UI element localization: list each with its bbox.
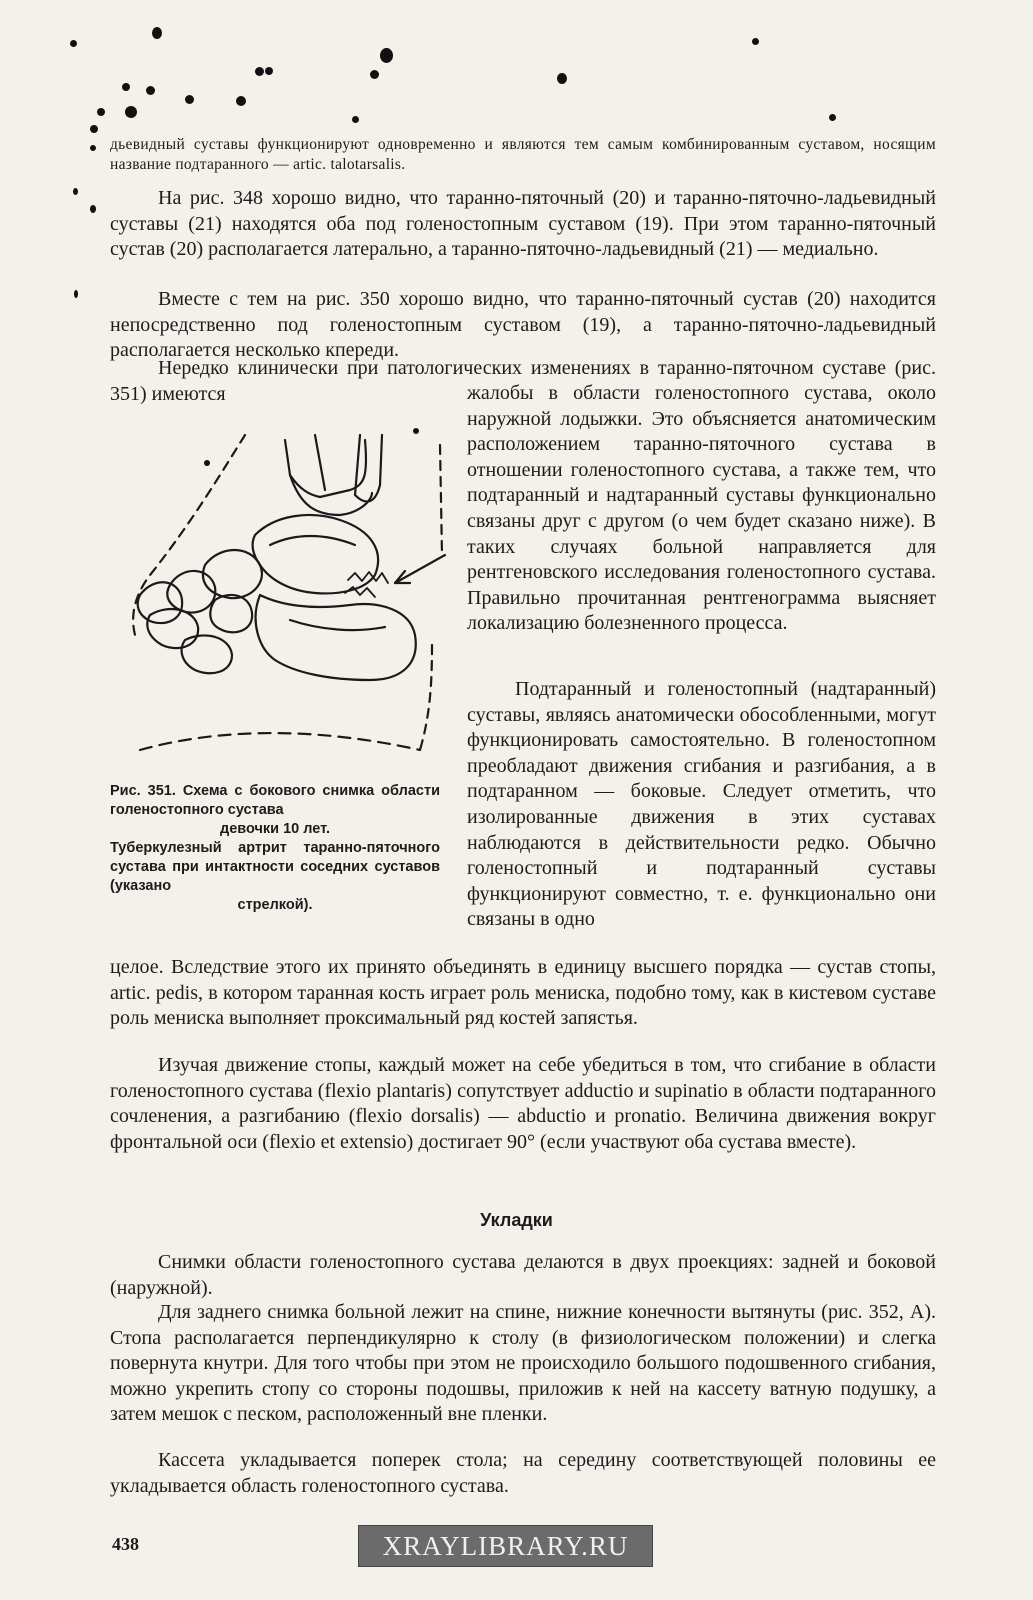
caption-line-4: стрелкой). xyxy=(237,897,313,913)
paragraph-4-column: Подтаранный и голеностопный (надтаранный) суставы, являясь анатомически обособленными, могут функционировать самостоятельно. В голеностопном преобладают движения сгибания и разгибания, а в подтаранном — боковые. Следует отметить, что изолированные движения в этих суставах наблюдаются в действительности редко. Обычно голеностопный и подтаранный суставы функционируют совместно, т. е. функционально они связаны в одно xyxy=(467,678,936,931)
paragraph-5: Изучая движение стопы, каждый может на себе убедиться в том, что сгибание в области голеностопного сустава (flexio plantaris) сопутствует adductio и supinatio в области подтаранного сочленения, а разгибанию (flexio dorsalis) — abductio и pronatio. Величина движения вокруг фронтальной оси (flexio et extensio) достигает 90° (если участвуют оба сустава вместе). xyxy=(110,1054,936,1153)
paragraph-1: На рис. 348 хорошо видно, что таранно-пяточный (20) и таранно-пяточно-ладьевидный суставы (21) находятся оба под голеностопным суставом (19). При этом таранно-пяточный сустав (20) располагается латерально, а таранно-пяточно-ладьевидный (21) — медиально. xyxy=(110,187,936,261)
paragraph-3-column: жалобы в области голеностопного сустава, около наружной лодыжки. Это объясняется анатомическим расположением таранно-пяточного сустава в отношении голеностопного сустава, а также тем, что подтаранный и надтаранный суставы функционально связаны друг с другом (о чем будет сказано ниже). В таких случаях больной направляется для рентгеновского исследования голеностопного сустава. Правильно прочитанная рентгенограмма выясняет локализацию болезненного процесса. xyxy=(467,382,936,635)
paragraph-8: Кассета укладывается поперек стола; на середину соответствующей половины ее укладывается область голеностопного сустава. xyxy=(110,1449,936,1497)
figure-ankle-sketch xyxy=(110,405,460,785)
caption-line-3: Туберкулезный артрит таранно-пяточного сустава при интактности соседних суставов (указано xyxy=(110,840,440,894)
paragraph-2: Вместе с тем на рис. 350 хорошо видно, что таранно-пяточный сустав (20) находится непосредственно под голеностопным суставом (19), а таранно-пяточно-ладьевидный располагается несколько кпереди. xyxy=(110,288,936,362)
paragraph-6: Снимки области голеностопного сустава делаются в двух проекциях: задней и боковой (наружной). xyxy=(110,1251,936,1299)
caption-line-2: девочки 10 лет. xyxy=(219,821,330,837)
watermark-label: XRAYLIBRARY.RU xyxy=(358,1525,653,1567)
paragraph-3-start-text: Нередко клинически при патологических изменениях в таранно-пяточном суставе (рис. 351) имеются xyxy=(110,357,936,405)
paragraph-7: Для заднего снимка больной лежит на спине, нижние конечности вытянуты (рис. 352, А). Стопа располагается перпендикулярно к столу (в физиологическом положении) и слегка повернута кнутри. Для того чтобы при этом не происходило большого подошвенного сгибания, можно укрепить стопу со стороны подошвы, приложив к ней на кассету ватную подушку, а затем мешок с песком, расположенный вне пленки. xyxy=(110,1301,936,1426)
page-number: 438 xyxy=(112,1534,139,1554)
figure-caption xyxy=(110,782,440,915)
caption-line-1: Рис. 351. Схема с бокового снимка области голеностопного сустава xyxy=(110,783,440,818)
soft-tissue-outline-back xyxy=(133,435,245,635)
paragraph-4-continued: целое. Вследствие этого их принято объединять в единицу высшего порядка — сустав стопы, artic. pedis, в котором таранная кость играет роль мениска, подобно тому, как в кистевом суставе роль мениска выполняет проксимальный ряд костей запястья. xyxy=(110,956,936,1030)
continued-paragraph: дьевидный суставы функционируют одновременно и являются тем самым комбинированным суставом, носящим название подтаранного — artic. talotarsalis. xyxy=(110,136,936,173)
section-heading: Укладки xyxy=(480,1210,553,1230)
